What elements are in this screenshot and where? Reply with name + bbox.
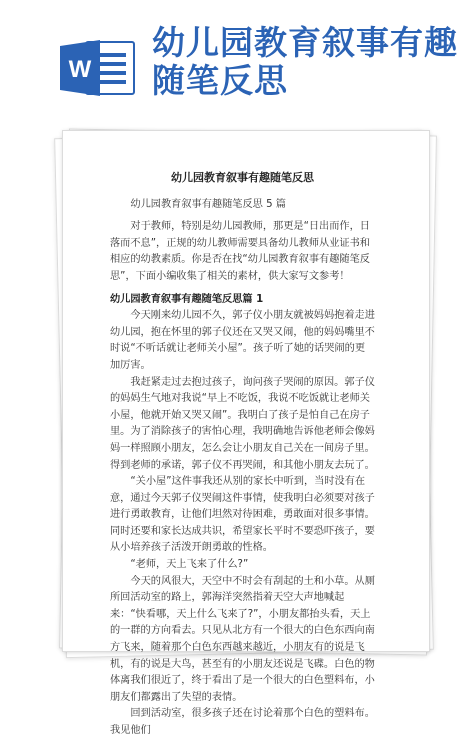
doc-paragraph: “关小屋”这件事我还从别的家长中听到，当时没有在意，通过今天郭子仪哭闹这件事情，使我明白必须要对孩子进行勇敢教育，让他们坦然对待困难，勇敢面对很多事情。同时还要和家长达成共识，希望家长平时不要恐吓孩子，要从小培养孩子活泼开朗勇敢的性格。: [110, 476, 375, 554]
doc-subtitle: 幼儿园教育叙事有趣随笔反思 5 篇: [130, 198, 286, 210]
doc-paragraph: 今天的风很大，天空中不时会有刮起的土和小草。从厕所回活动室的路上，郭海洋突然指着天空大声地喊起来：“快看哪，天上什么飞来了?”，小朋友都抬头看，天上的一群的方向看去。只见从北方有一个很大的白色东西向南方飞来，随着那个白色东西越来越近，小朋友有的说是飞机，有的说是大鸟，甚至有的小朋友还说是飞碟。白色的物体离我们很近了，终于看出了是一个很大的白色塑料布，小朋友们都露出了失望的表情。: [110, 575, 375, 703]
doc-intro: 对于教师，特别是幼儿园教师，那更是“日出而作，日落而不息”，正规的幼儿教师需要具备幼儿教师从业证书和相应的幼教素质。你是否在找“幼儿园教育叙事有趣随笔反思”，下面小编收集了相关的素材，供大家写文参考！: [110, 221, 370, 282]
doc-paragraph: 我赶紧走过去抱过孩子，询问孩子哭闹的原因。郭子仪的妈妈生气地对我说“早上不吃饭，我说不吃饭就让老师关小屋，他就开始又哭又闹”。我明白了孩子是怕自己在房子里。为了消除孩子的害怕心理，我明确地告诉他老师会像妈妈一样照顾小朋友，怎么会让小朋友自己关在一间房子里。得到老师的承诺，郭子仪不再哭闹，和其他小朋友去玩了。: [110, 376, 375, 471]
document-body: [110, 136, 375, 740]
top-banner: [0, 0, 474, 125]
section-heading: 幼儿园教育叙事有趣随笔反思篇 1: [110, 293, 264, 305]
doc-paragraph: 今天刚来幼儿园不久，郭子仪小朋友就被妈妈抱着走进幼儿园，抱在怀里的郭子仪还在又哭又闹，他的妈妈嘴里不时说“不听话就让老师关小屋”。孩子听了她的话哭闹的更加厉害。: [110, 310, 375, 371]
doc-paragraph: “老师，天上飞来了什么?”: [130, 559, 249, 571]
doc-title: 幼儿园教育叙事有趣随笔反思: [171, 171, 314, 184]
banner-title: 幼儿园教育叙事有趣随笔反思: [152, 23, 458, 100]
word-document-icon: [60, 40, 138, 96]
doc-paragraph: 回到活动室，很多孩子还在讨论着那个白色的塑料布。我见他们: [110, 708, 375, 736]
svg-text:W: W: [68, 56, 92, 83]
